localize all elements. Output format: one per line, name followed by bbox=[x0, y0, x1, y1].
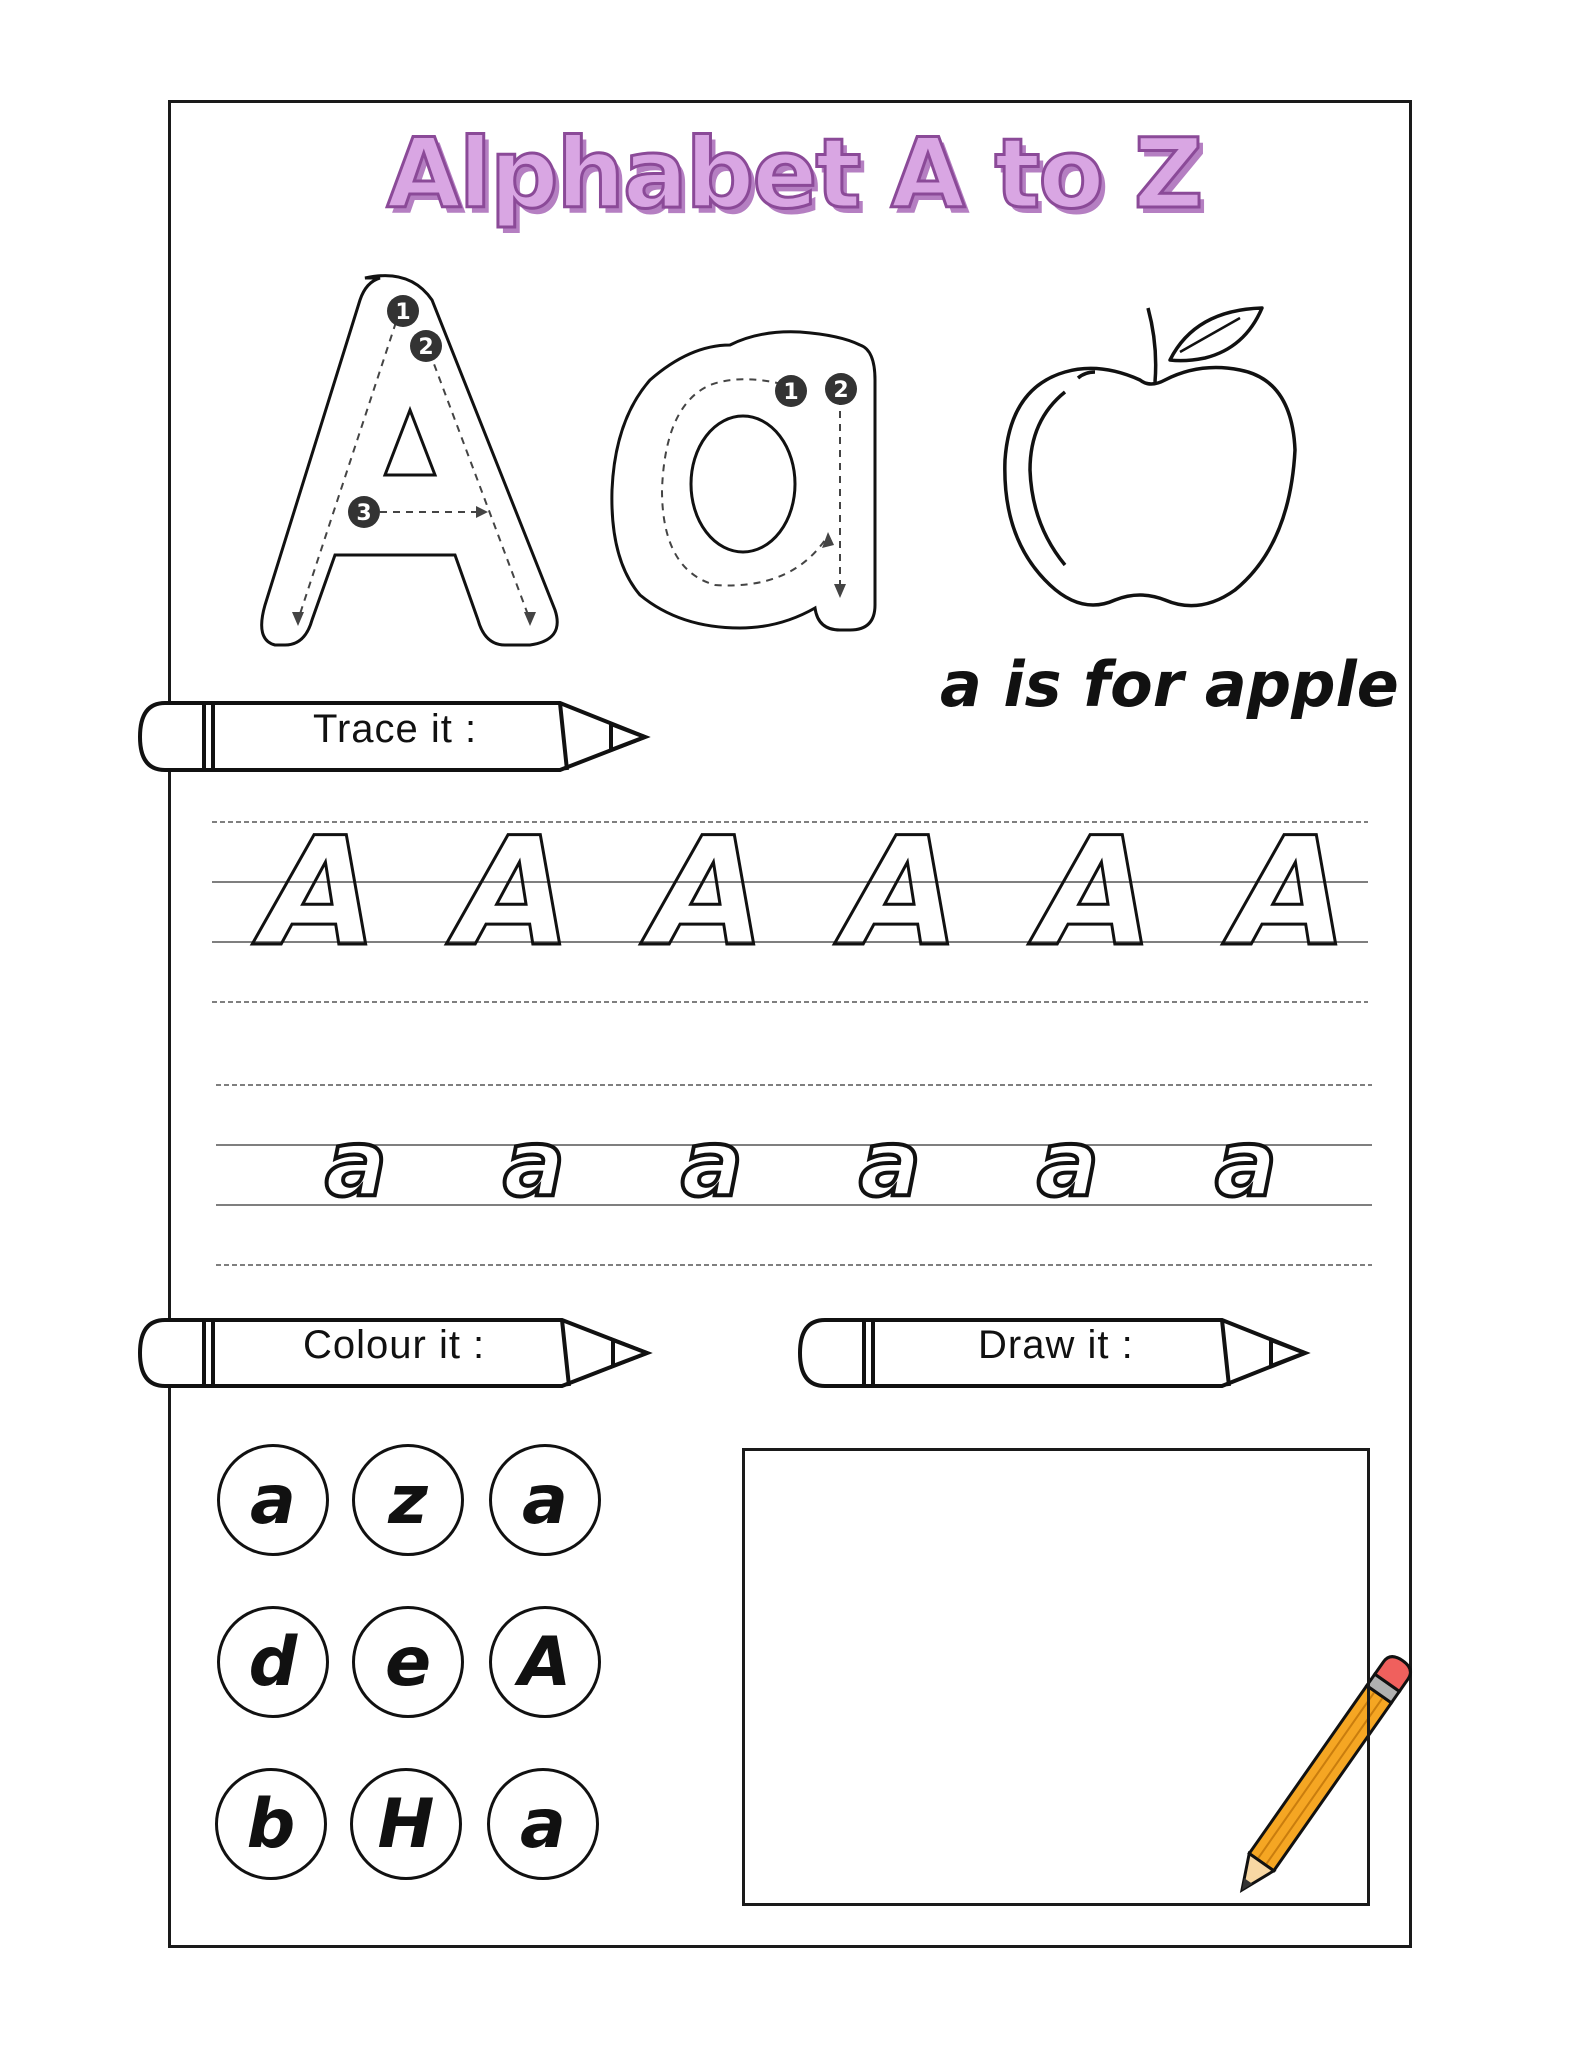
colour-circle[interactable]: H bbox=[350, 1768, 462, 1880]
trace-letter-uppercase[interactable]: A bbox=[844, 806, 961, 980]
trace-letter-uppercase[interactable]: A bbox=[650, 806, 767, 980]
colour-circle[interactable]: e bbox=[352, 1606, 464, 1718]
stroke-number: 1 bbox=[395, 300, 411, 325]
colour-circle[interactable]: a bbox=[217, 1444, 329, 1556]
trace-letter-lowercase[interactable]: a bbox=[859, 1110, 922, 1217]
colour-circle[interactable]: z bbox=[352, 1444, 464, 1556]
lowercase-guide-lines bbox=[216, 1085, 1372, 1265]
trace-letter-lowercase[interactable]: a bbox=[681, 1110, 744, 1217]
trace-letter-lowercase[interactable]: a bbox=[325, 1110, 388, 1217]
colour-circle[interactable]: d bbox=[217, 1606, 329, 1718]
trace-it-label: Trace it : bbox=[313, 707, 478, 751]
trace-letter-uppercase[interactable]: A bbox=[456, 806, 573, 980]
stroke-number: 1 bbox=[783, 380, 799, 405]
stroke-number: 2 bbox=[833, 378, 849, 403]
stroke-number: 2 bbox=[418, 335, 434, 360]
uppercase-guide-lines bbox=[212, 822, 1368, 1002]
trace-letter-uppercase[interactable]: A bbox=[1038, 806, 1155, 980]
draw-it-label: Draw it : bbox=[978, 1323, 1134, 1367]
trace-letter-lowercase[interactable]: a bbox=[1215, 1110, 1278, 1217]
worksheet-title: Alphabet A to Z bbox=[386, 118, 1202, 230]
trace-letter-lowercase[interactable]: a bbox=[1037, 1110, 1100, 1217]
draw-area[interactable] bbox=[742, 1448, 1370, 1906]
trace-letter-lowercase[interactable]: a bbox=[503, 1110, 566, 1217]
big-uppercase-a-outline bbox=[262, 276, 558, 645]
trace-letter-uppercase[interactable]: A bbox=[1232, 806, 1349, 980]
colour-circle[interactable]: a bbox=[489, 1444, 601, 1556]
colour-circle[interactable]: a bbox=[487, 1768, 599, 1880]
apple-icon bbox=[1005, 308, 1295, 606]
colour-it-label: Colour it : bbox=[303, 1323, 486, 1367]
colour-circle[interactable]: A bbox=[489, 1606, 601, 1718]
colour-circle[interactable]: b bbox=[215, 1768, 327, 1880]
caption-text: a is for apple bbox=[940, 648, 1399, 721]
trace-letter-uppercase[interactable]: A bbox=[262, 806, 379, 980]
stroke-number: 3 bbox=[356, 501, 372, 526]
